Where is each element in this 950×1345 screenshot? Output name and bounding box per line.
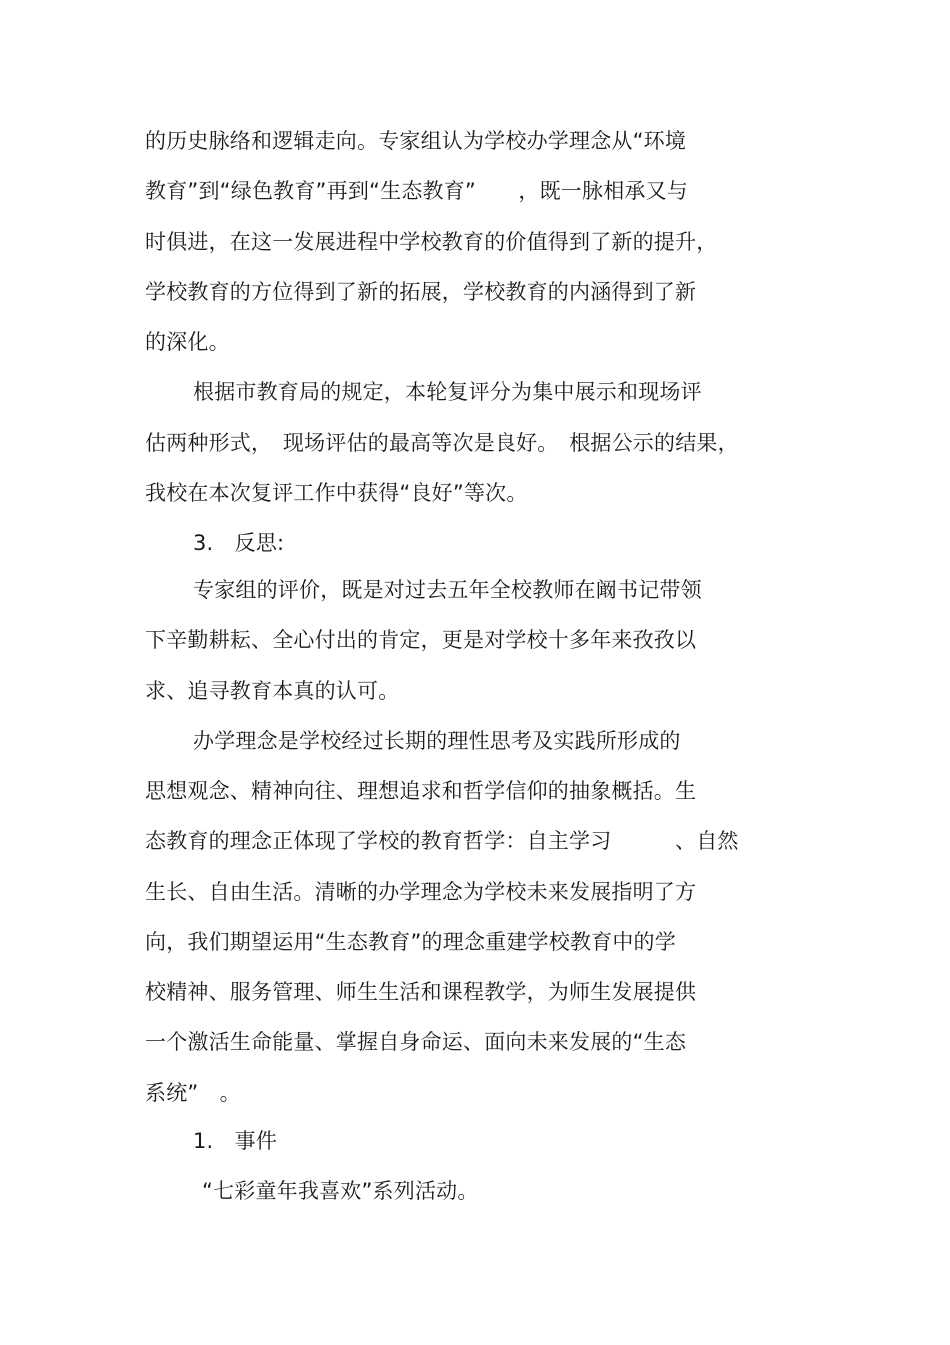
text-line: 生长、自由生活。清晰的办学理念为学校未来发展指明了方 bbox=[145, 880, 697, 904]
text-line: 态教育的理念正体现了学校的教育哲学：自主学习 、自然 bbox=[145, 829, 739, 853]
text-line: 向，我们期望运用“生态教育”的理念重建学校教育中的学 bbox=[145, 930, 676, 954]
section-heading: 3. 反思: bbox=[193, 531, 285, 555]
text-line: 教育”到“绿色教育”再到“生态教育” ，既一脉相承又与 bbox=[145, 179, 688, 203]
text-line: 根据市教育局的规定，本轮复评分为集中展示和现场评 bbox=[193, 380, 702, 404]
text-line: 校精神、服务管理、师生生活和课程教学，为师生发展提供 bbox=[145, 980, 697, 1004]
text-line: 下辛勤耕耘、全心付出的肯定，更是对学校十多年来孜孜以 bbox=[145, 628, 697, 652]
text-line: 的深化。 bbox=[145, 330, 230, 354]
text-line: 学校教育的方位得到了新的拓展，学校教育的内涵得到了新 bbox=[145, 280, 697, 304]
text-line: 求、追寻教育本真的认可。 bbox=[145, 679, 400, 703]
text-line: 时俱进，在这一发展进程中学校教育的价值得到了新的提升， bbox=[145, 230, 718, 254]
text-line: 专家组的评价，既是对过去五年全校教师在阚书记带领 bbox=[193, 578, 702, 602]
section-heading: 1. 事件 bbox=[193, 1129, 278, 1153]
text-line: 我校在本次复评工作中获得“良好”等次。 bbox=[145, 481, 528, 505]
text-line: 一个激活生命能量、掌握自身命运、面向未来发展的“生态 bbox=[145, 1030, 687, 1054]
text-line: 的历史脉络和逻辑走向。专家组认为学校办学理念从“环境 bbox=[145, 129, 687, 153]
text-line: “七彩童年我喜欢”系列活动。 bbox=[202, 1179, 479, 1203]
text-line: 思想观念、精神向往、理想追求和哲学信仰的抽象概括。生 bbox=[145, 779, 697, 803]
text-line: 办学理念是学校经过长期的理性思考及实践所形成的 bbox=[193, 729, 681, 753]
text-line: 估两种形式， 现场评估的最高等次是良好。 根据公示的结果， bbox=[145, 431, 739, 455]
text-line: 系统” 。 bbox=[145, 1081, 241, 1105]
